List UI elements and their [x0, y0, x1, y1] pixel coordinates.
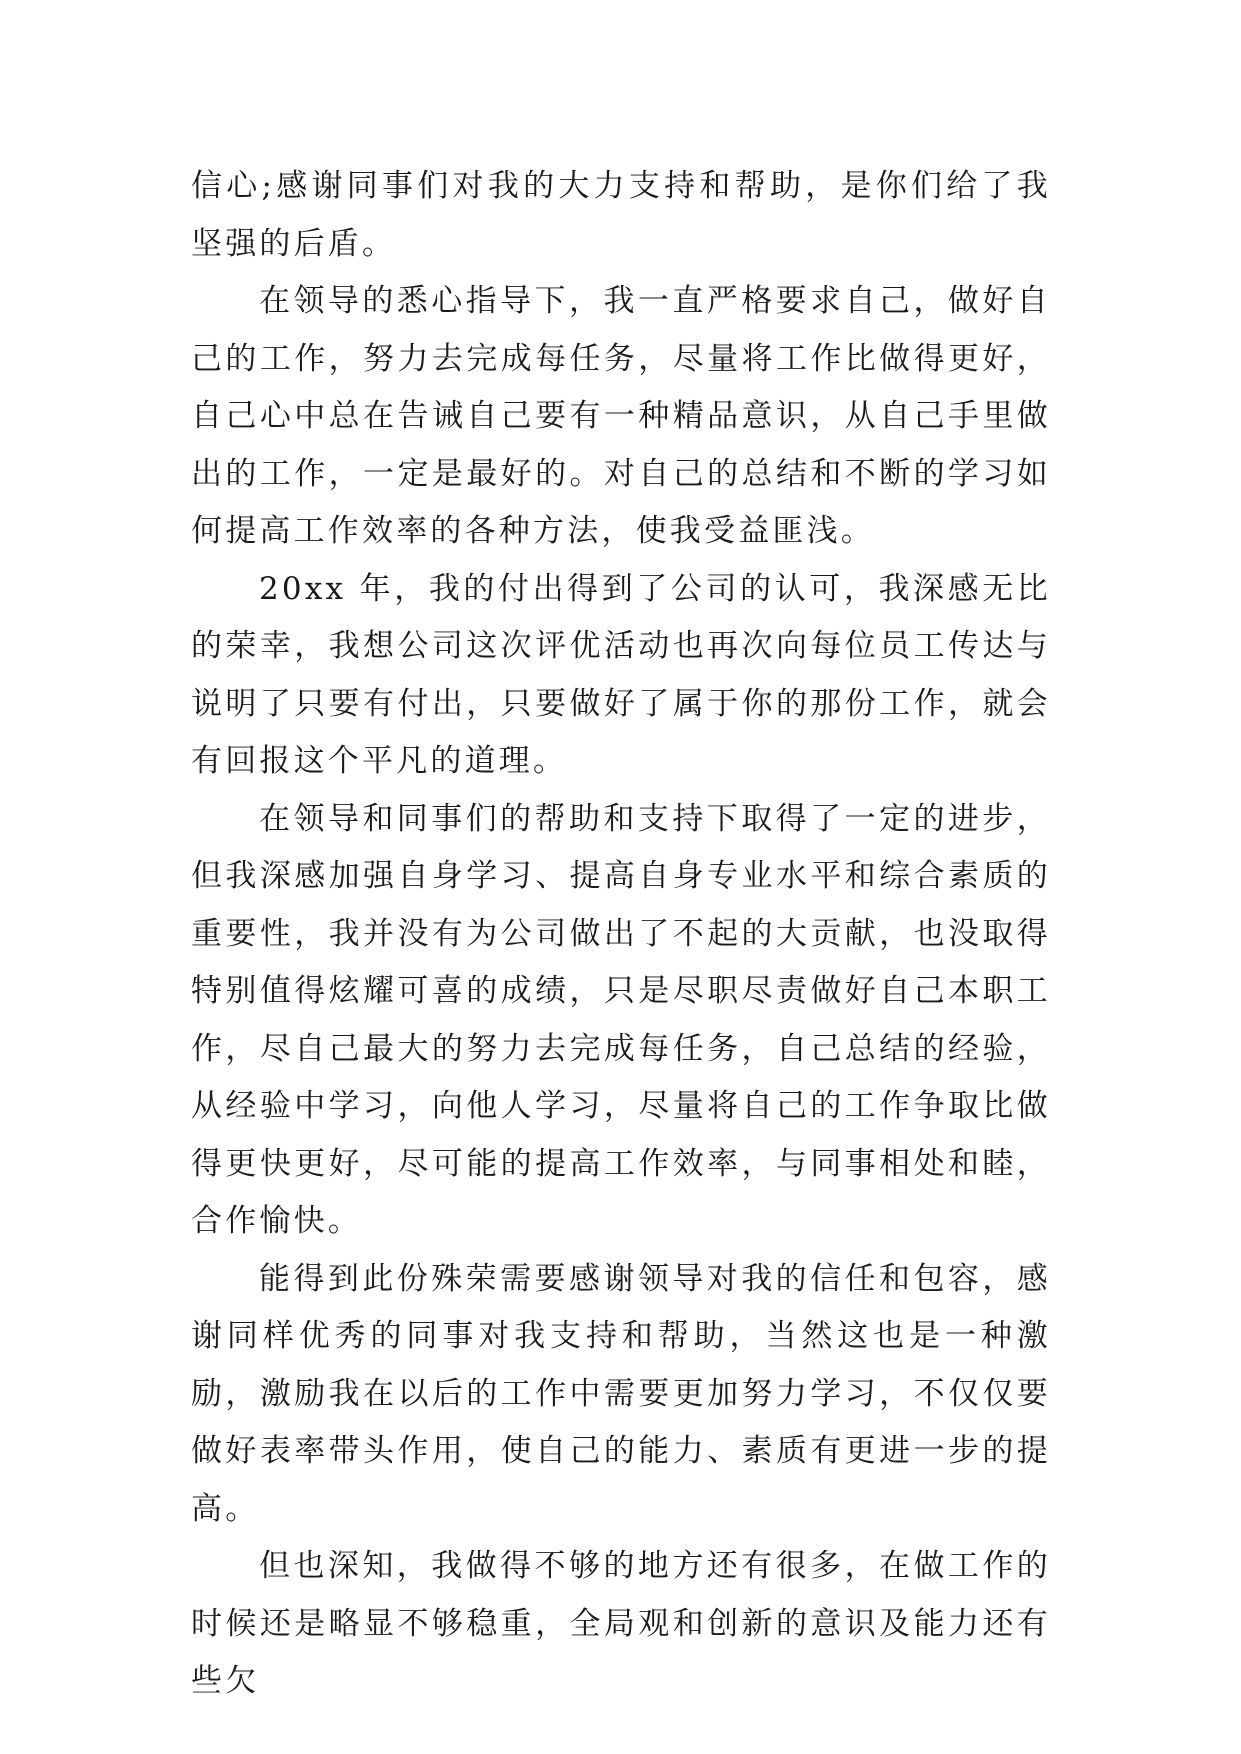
paragraph-6: 但也深知，我做得不够的地方还有很多，在做工作的时候还是略显不够稳重，全局观和创新的意识及能力还有些欠 — [191, 1548, 1051, 1699]
document-body — [191, 158, 1051, 1711]
paragraph-2: 在领导的悉心指导下，我一直严格要求自己，做好自己的工作，努力去完成每任务，尽量将工作比做得更好，自己心中总在告诫自己要有一种精品意识，从自己手里做出的工作，一定是最好的。对自己的总结和不断的学习如何提高工作效率的各种方法，使我受益匪浅。 — [191, 283, 1051, 549]
paragraph-3: 20xx 年，我的付出得到了公司的认可，我深感无比的荣幸，我想公司这次评优活动也再次向每位员工传达与说明了只要有付出，只要做好了属于你的那份工作，就会有回报这个平凡的道理。 — [191, 570, 1051, 779]
paragraph-1: 信心;感谢同事们对我的大力支持和帮助，是你们给了我坚强的后盾。 — [191, 168, 1051, 262]
paragraph-5: 能得到此份殊荣需要感谢领导对我的信任和包容，感谢同样优秀的同事对我支持和帮助，当然这也是一种激励，激励我在以后的工作中需要更加努力学习，不仅仅要做好表率带头作用，使自己的能力、素质有更进一步的提高。 — [191, 1260, 1051, 1527]
paragraph-4: 在领导和同事们的帮助和支持下取得了一定的进步，但我深感加强自身学习、提高自身专业水平和综合素质的重要性，我并没有为公司做出了不起的大贡献，也没取得特别值得炫耀可喜的成绩，只是尽职尽责做好自己本职工作，尽自己最大的努力去完成每任务，自己总结的经验，从经验中学习，向他人学习，尽量将自己的工作争取比做得更快更好，尽可能的提高工作效率，与同事相处和睦，合作愉快。 — [191, 800, 1051, 1239]
